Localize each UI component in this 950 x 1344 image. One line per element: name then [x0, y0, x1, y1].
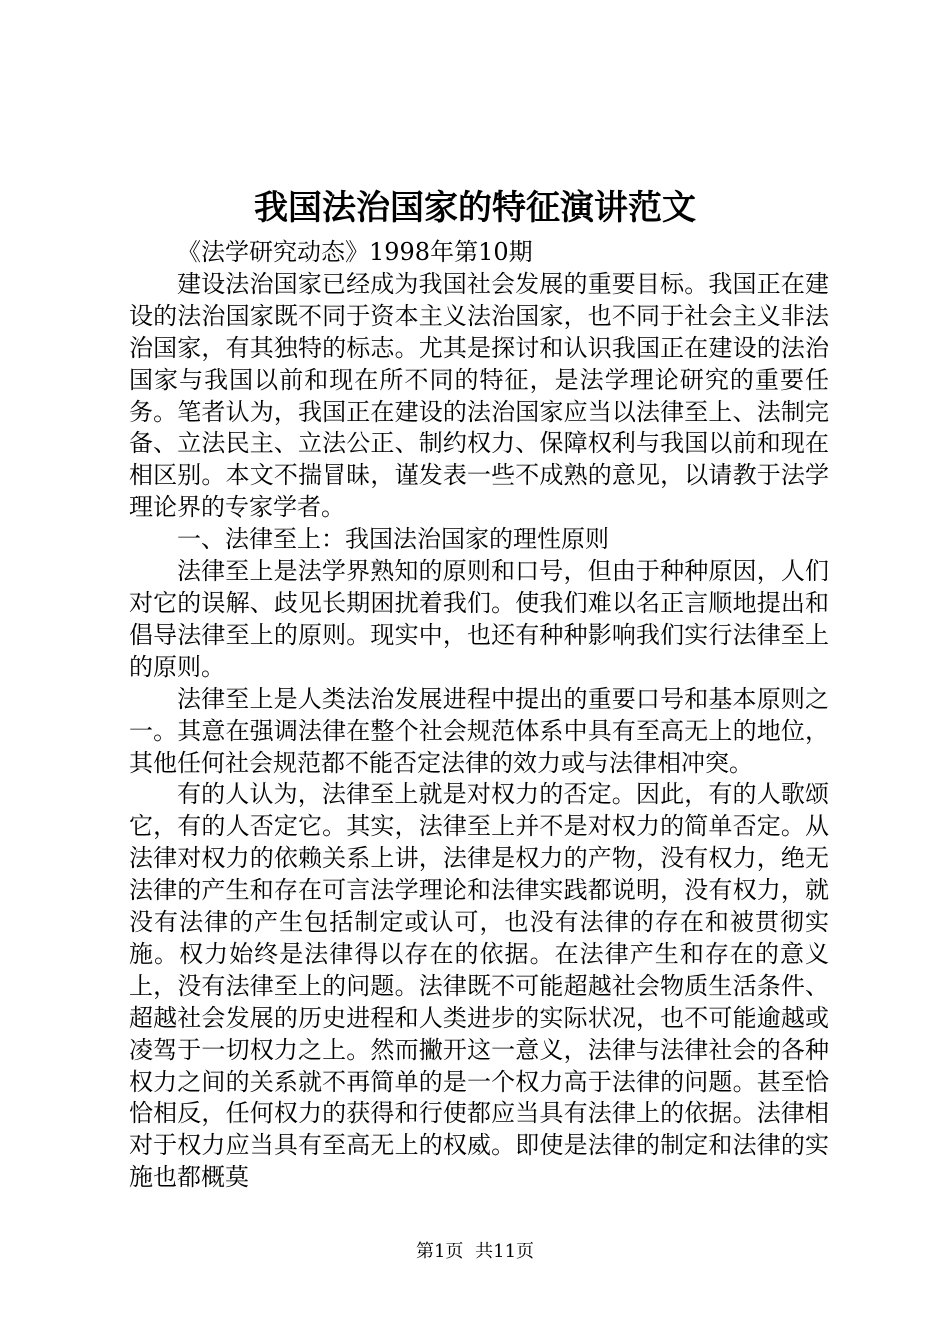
section-heading: 一、法律至上：我国法治国家的理性原则: [177, 525, 609, 554]
body-paragraph: 法律至上是法学界熟知的原则和口号，但由于种种原因，人们对它的误解、歧见长期困扰着我们。使我们难以名正言顺地提出和倡导法律至上的原则。现实中，也还有种种影响我们实行法律至上的原则。: [129, 557, 829, 681]
total-pages: 共11页: [475, 1241, 535, 1262]
body-paragraph: 法律至上是人类法治发展进程中提出的重要口号和基本原则之一。其意在强调法律在整个社会规范体系中具有至高无上的地位，其他任何社会规范都不能否定法律的效力或与法律相冲突。: [129, 684, 829, 777]
body-paragraph: 建设法治国家已经成为我国社会发展的重要目标。我国正在建设的法治国家既不同于资本主义法治国家，也不同于社会主义非法治国家，有其独特的标志。尤其是探讨和认识我国正在建设的法治国家与我国以前和现在所不同的特征，是法学理论研究的重要任务。笔者认为，我国正在建设的法治国家应当以法律至上、法制完备、立法民主、立法公正、制约权力、保障权利与我国以前和现在相区别。本文不揣冒昧，谨发表一些不成熟的意见，以请教于法学理论界的专家学者。: [129, 269, 829, 522]
document-body: [129, 237, 829, 1194]
source-citation: 《法学研究动态》1998年第10期: [177, 238, 533, 266]
page-footer: [0, 1240, 950, 1264]
page-number: 第1页: [415, 1241, 464, 1262]
page-title: 我国法治国家的特征演讲范文: [254, 188, 696, 228]
body-paragraph: 有的人认为，法律至上就是对权力的否定。因此，有的人歌颂它，有的人否定它。其实，法律至上并不是对权力的简单否定。从法律对权力的依赖关系上讲，法律是权力的产物，没有权力，绝无法律的产生和存在可言法学理论和法律实践都说明，没有权力，就没有法律的产生包括制定或认可，也没有法律的存在和被贯彻实施。权力始终是法律得以存在的依据。在法律产生和存在的意义上，没有法律至上的问题。法律既不可能超越社会物质生活条件、超越社会发展的历史进程和人类进步的实际状况，也不可能逾越或凌驾于一切权力之上。然而撇开这一意义，法律与法律社会的各种权力之间的关系就不再简单的是一个权力高于法律的问题。甚至恰恰相反，任何权力的获得和行使都应当具有法律上的依据。法律相对于权力应当具有至高无上的权威。即使是法律的制定和法律的实施也都概莫: [129, 780, 829, 1192]
